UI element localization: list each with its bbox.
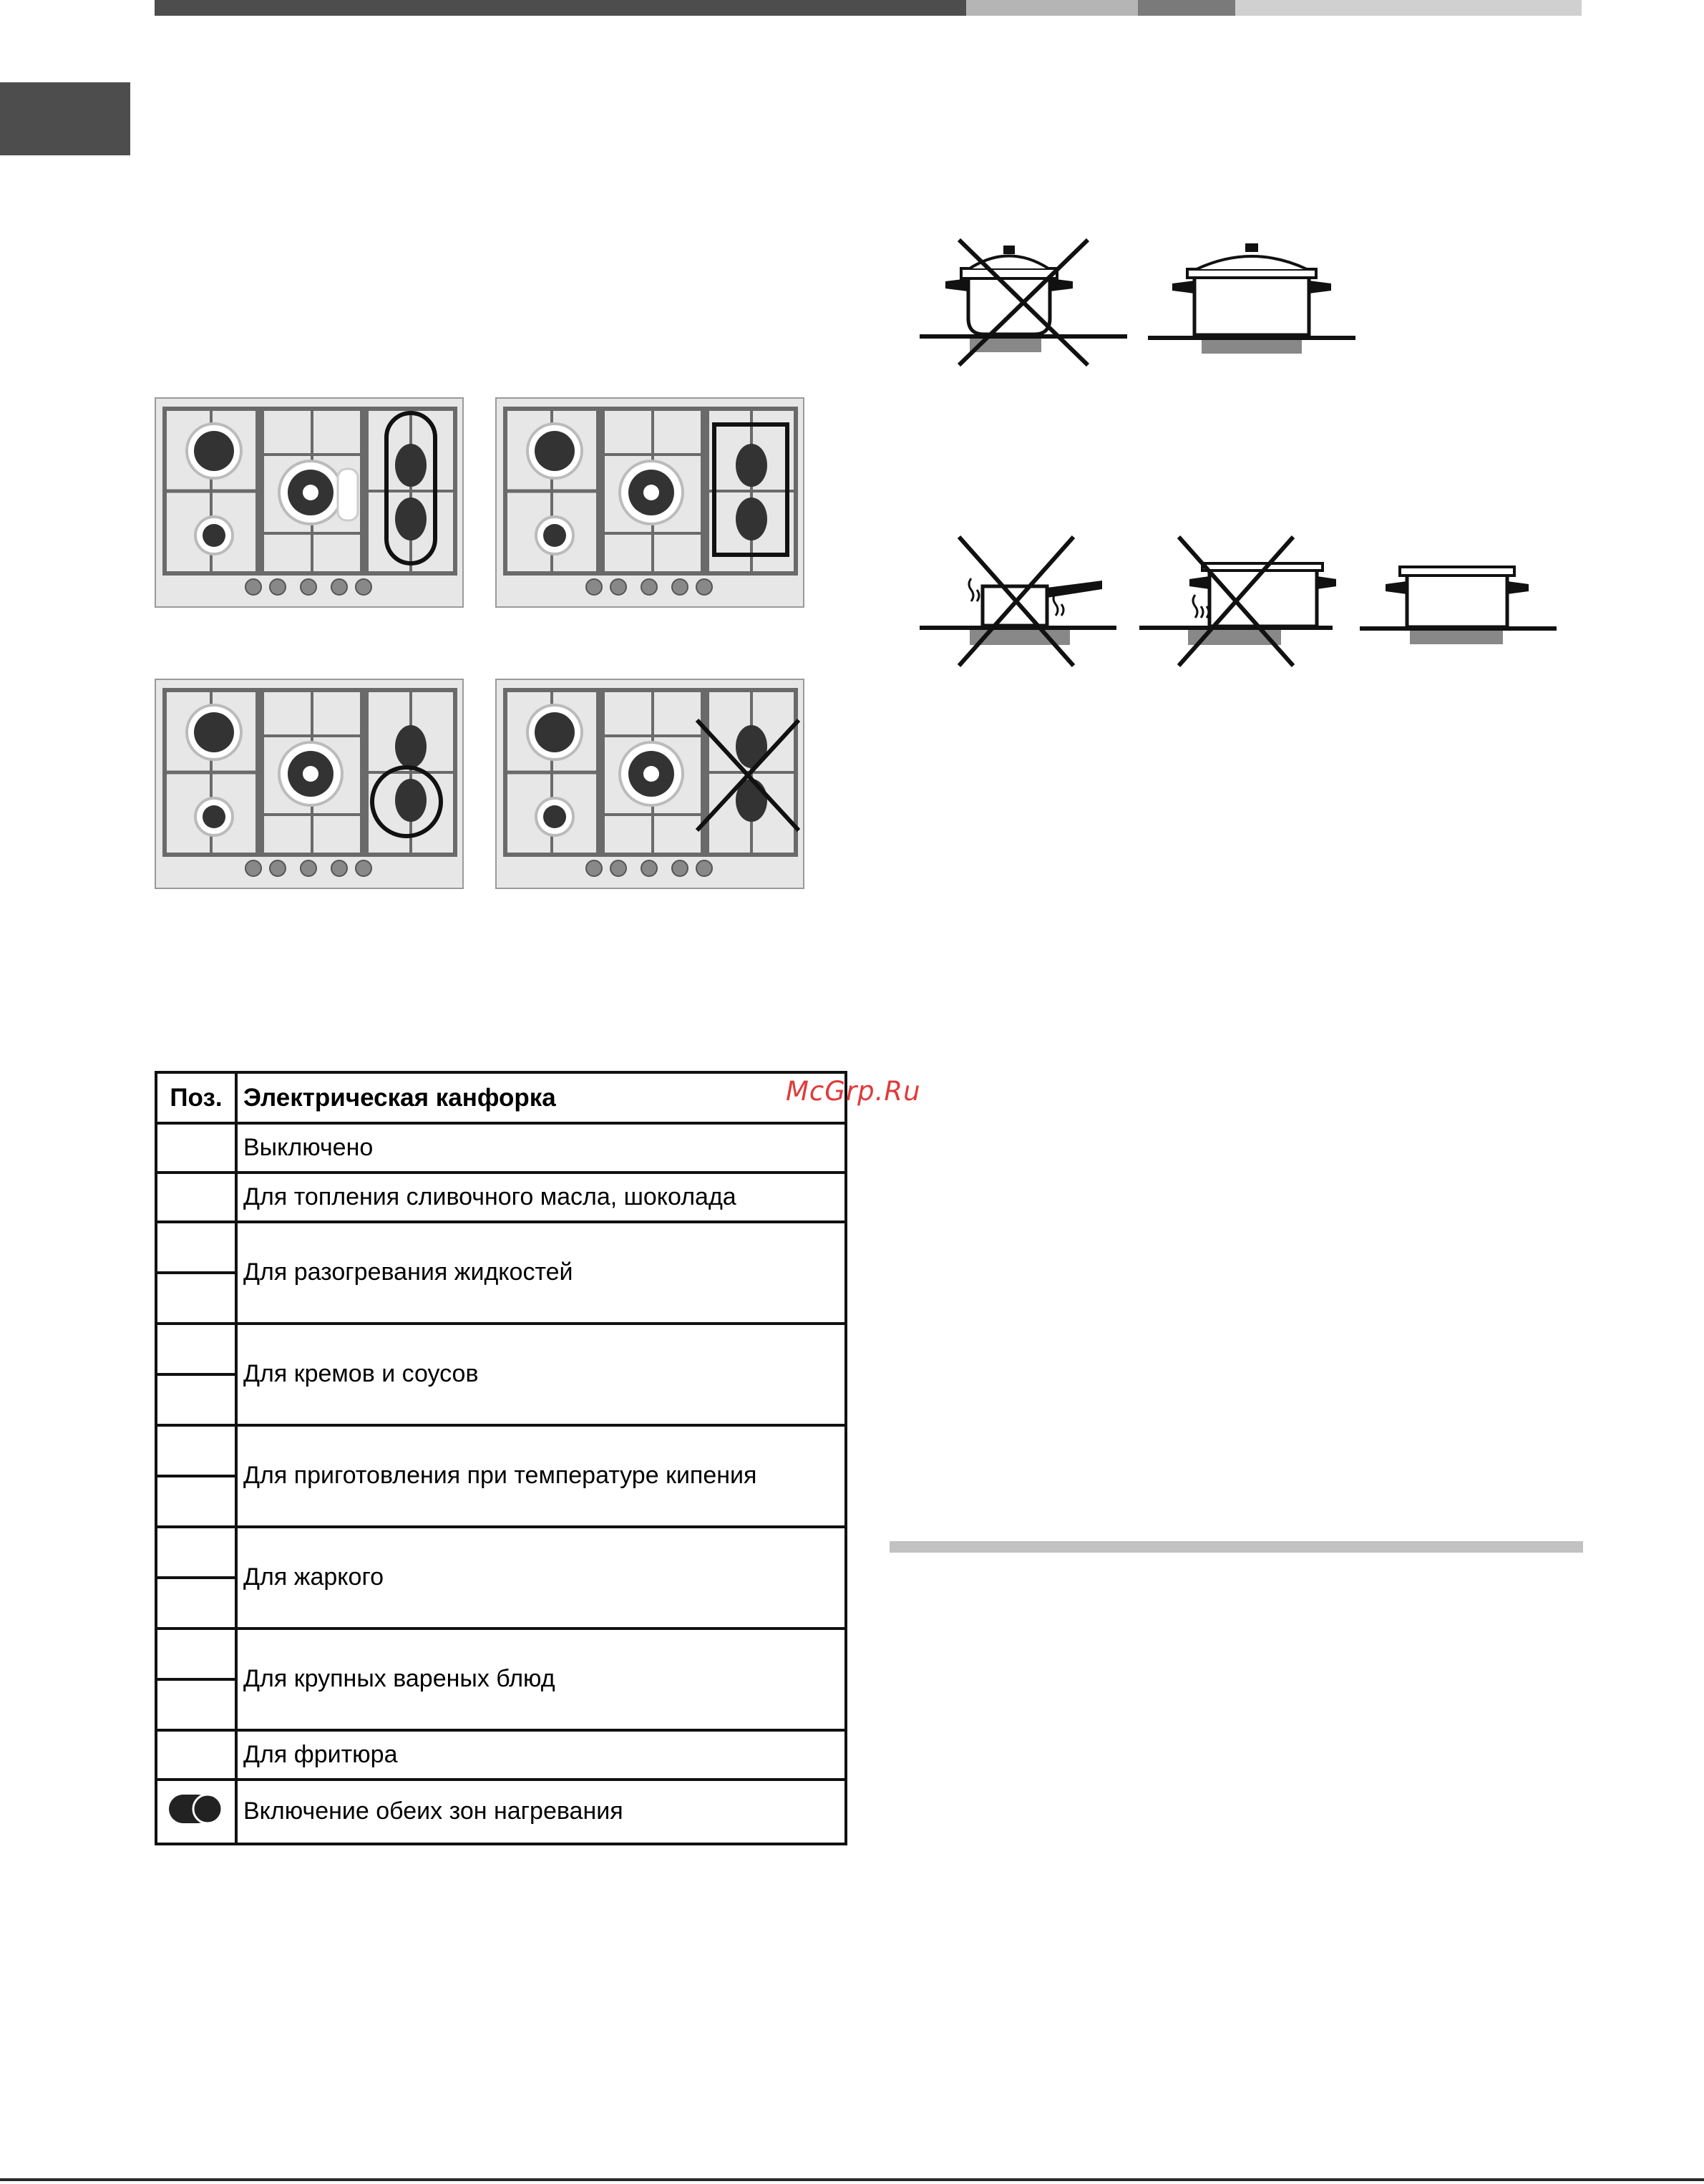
header-bar-segment — [1235, 0, 1582, 16]
setting-description: Для разогревания жидкостей — [236, 1222, 846, 1324]
language-tab — [0, 82, 130, 155]
pot-matched-correct — [1360, 557, 1557, 650]
position-cell — [156, 1629, 236, 1730]
setting-description: Для жаркого — [236, 1527, 846, 1629]
table-row — [156, 1123, 846, 1173]
table-row — [156, 1780, 846, 1844]
pot-offset-wrong — [1139, 533, 1336, 669]
setting-description: Для кремов и соусов — [236, 1324, 846, 1425]
position-cell — [156, 1425, 236, 1527]
pot-small-wrong — [920, 533, 1116, 669]
watermark: McGrp.Ru — [786, 1076, 921, 1107]
table-row — [156, 1527, 846, 1629]
burner-column-header: Электрическая канфорка — [236, 1072, 846, 1123]
footer-rule — [0, 2178, 1704, 2181]
table-row — [156, 1730, 846, 1780]
table-row — [156, 1629, 846, 1730]
hob-oval-pan-correct — [155, 397, 464, 609]
position-cell — [156, 1527, 236, 1629]
hob-wrong-pan — [495, 679, 804, 890]
section-divider — [890, 1541, 1583, 1553]
setting-description: Для топления сливочного масла, шоколада — [236, 1173, 846, 1222]
header-bar-segment — [966, 0, 1138, 16]
dual-zone-icon — [167, 1792, 225, 1826]
setting-description: Включение обеих зон нагревания — [236, 1780, 846, 1844]
table-row — [156, 1173, 846, 1222]
position-column-header: Поз. — [156, 1072, 236, 1123]
position-cell — [156, 1730, 236, 1780]
hob-round-pan-correct — [155, 679, 464, 890]
pot-oversized-wrong — [920, 233, 1127, 369]
position-cell — [156, 1780, 236, 1844]
setting-description: Для приготовления при температуре кипения — [236, 1425, 846, 1527]
setting-description: Выключено — [236, 1123, 846, 1173]
position-cell — [156, 1222, 236, 1324]
hob-rectangular-pan-correct — [495, 397, 804, 609]
position-cell — [156, 1123, 236, 1173]
burner-settings-table — [155, 1071, 847, 1845]
header-color-bar — [155, 0, 1582, 16]
table-row — [156, 1425, 846, 1527]
setting-description: Для фритюра — [236, 1730, 846, 1780]
header-bar-segment — [1138, 0, 1235, 16]
table-header-row — [156, 1072, 846, 1123]
table-row — [156, 1222, 846, 1324]
table-row — [156, 1324, 846, 1425]
position-cell — [156, 1173, 236, 1222]
header-bar-segment — [155, 0, 966, 16]
setting-description: Для крупных вареных блюд — [236, 1629, 846, 1730]
position-cell — [156, 1324, 236, 1425]
pot-correct — [1148, 236, 1355, 365]
